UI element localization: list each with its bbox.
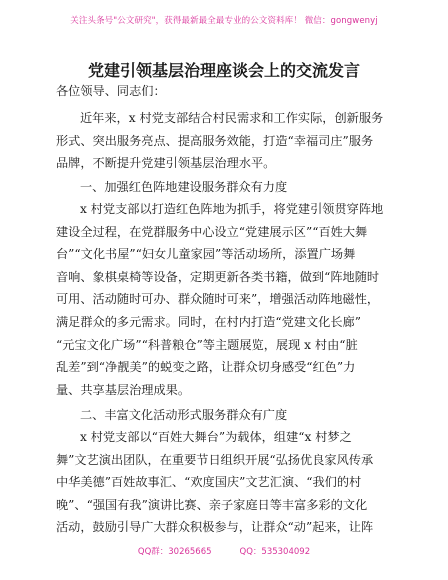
greeting: 各位领导、同志们： — [56, 84, 166, 98]
paragraph-section-2 — [56, 426, 396, 539]
text-line: 晚”、“强国有我”演讲比赛、亲子家庭日等丰富多彩的文化 — [56, 497, 368, 512]
text-line: x 村党支部以打造红色阵地为抓手，将党建引领贯穿阵地 — [80, 202, 384, 216]
text-line: 活动，鼓励引导广大群众积极参与，让群众“动”起来，让阵 — [56, 520, 374, 535]
footer-contact — [0, 545, 448, 557]
text-line: 形式、突出服务亮点、提高服务效能，打造“幸福司庄”服务 — [56, 133, 374, 148]
document-title: 党建引领基层治理座谈会上的交流发言 — [87, 61, 360, 80]
text-line: 乱差”到“净靓美”的蜕变之路，让群众切身感受“红色”力 — [56, 360, 356, 375]
text-line: 满足群众的多元需求。同时，在村内打造“党建文化长廊” — [56, 314, 361, 329]
text-line: x 村党支部以“百姓大舞台”为载体，组建“x 村梦之 — [80, 430, 352, 444]
text-line: 量、共享基层治理成果。 — [56, 382, 191, 397]
section-heading-1: 一、加强红色阵地建设服务群众有力度 — [80, 180, 288, 194]
text-line: 品牌，不断提升党建引领基层治理水平。 — [56, 156, 276, 171]
text-line: 舞”文艺演出团队，在重要节日组织开展“弘扬优良家风传承 — [56, 452, 374, 467]
text-line: “元宝文化广场”“科普粮仓”等主题展览，展现 x 村由“脏 — [56, 337, 358, 352]
footer-qq-group: QQ群：30265665 — [137, 547, 212, 557]
text-line: 台”“文化书屋”“妇女儿童家园”等活动场所，添置广场舞 — [56, 247, 356, 262]
text-line: 音响、象棋桌椅等设备，定期更新各类书籍，做到“阵地随时 — [56, 269, 380, 284]
text-line: 建设全过程，在党群服务中心设立“党建展示区”“百姓大舞 — [56, 224, 368, 239]
paragraph-intro — [56, 107, 396, 175]
footer-qq: QQ：535304092 — [239, 547, 311, 557]
header-banner: 关注头条号"公文研究"，获得最新最全最专业的公文资料库！ 微信：gongwenyj — [70, 16, 378, 26]
paragraph-section-1 — [56, 198, 396, 401]
section-heading-2: 二、丰富文化活动形式服务群众有广度 — [80, 408, 288, 422]
text-line: 可用、活动随时可办、群众随时可来”，增强活动阵地磁性， — [56, 292, 380, 307]
text-line: 近年来，x 村党支部结合村民需求和工作实际，创新服务 — [80, 111, 384, 125]
text-line: 中华美德”百姓故事汇、“欢度国庆”文艺汇演、“我们的村 — [56, 475, 362, 490]
